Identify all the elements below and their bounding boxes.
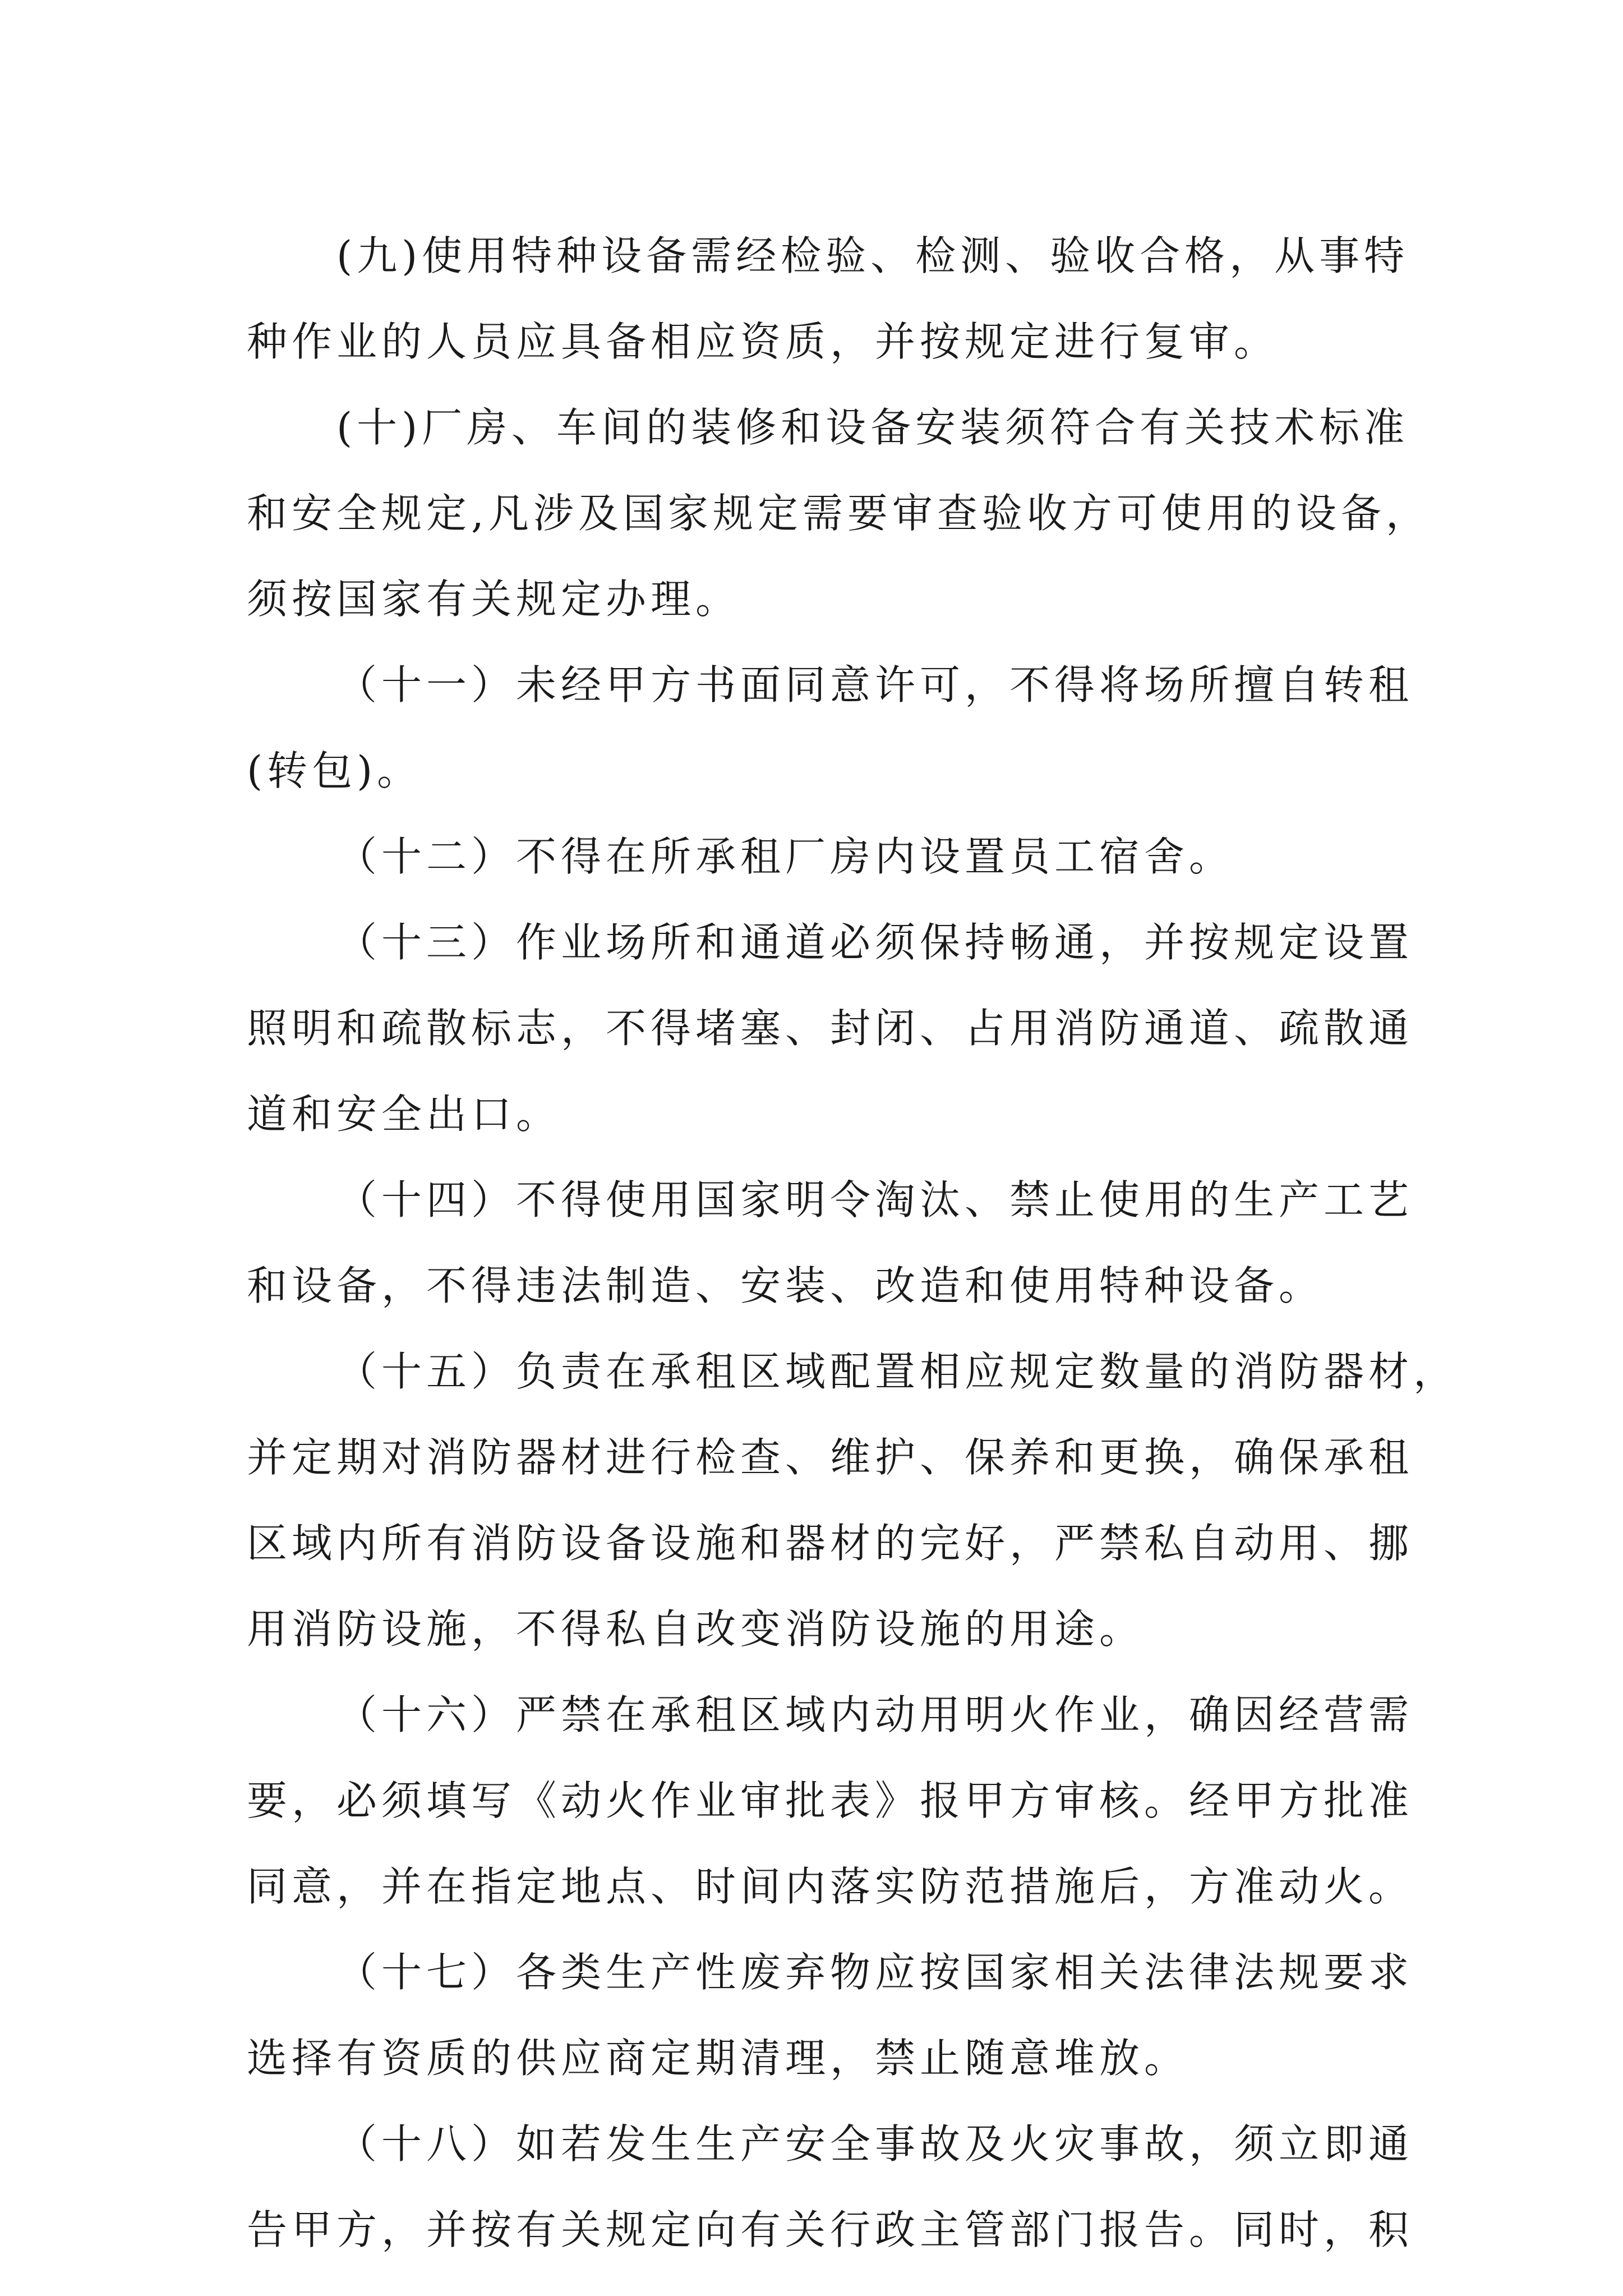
text-line: 并定期对消防器材进行检查、维护、保养和更换，确保承租 [247,1434,1414,1481]
text-line: (转包)。 [247,747,422,794]
text-line: (九)使用特种设备需经检验、检测、验收合格，从事特 [336,232,1409,279]
text-line: 要，必须填写《动火作业审批表》报甲方审核。经甲方批准 [247,1777,1414,1824]
text-line: 告甲方，并按有关规定向有关行政主管部门报告。同时，积 [247,2206,1414,2253]
text-line: 和安全规定,凡涉及国家规定需要审查验收方可使用的设备， [247,490,1431,537]
text-line: 选择有资质的供应商定期清理，禁止随意堆放。 [247,2035,1189,2082]
text-line: 用消防设施，不得私自改变消防设施的用途。 [247,1605,1145,1653]
text-line: 道和安全出口。 [247,1091,561,1138]
text-line: (十)厂房、车间的装修和设备安装须符合有关技术标准 [336,404,1409,451]
text-line: 和设备，不得违法制造、安装、改造和使用特种设备。 [247,1262,1324,1309]
text-line: （十五）负责在承租区域配置相应规定数量的消防器材， [336,1348,1459,1395]
text-line: （十四）不得使用国家明令淘汰、禁止使用的生产工艺 [336,1176,1414,1223]
text-line: 照明和疏散标志，不得堵塞、封闭、占用消防通道、疏散通 [247,1005,1414,1052]
text-line: 种作业的人员应具备相应资质，并按规定进行复审。 [247,318,1279,365]
text-line: 须按国家有关规定办理。 [247,576,741,623]
document-body [247,213,1459,2273]
text-line: （十三）作业场所和通道必须保持畅通，并按规定设置 [336,919,1414,966]
text-line: 同意，并在指定地点、时间内落实防范措施后，方准动火。 [247,1863,1414,1910]
text-line: （十一）未经甲方书面同意许可，不得将场所擅自转租 [336,661,1414,708]
text-line: （十二）不得在所承租厂房内设置员工宿舍。 [336,833,1234,880]
text-line: 区域内所有消防设备设施和器材的完好，严禁私自动用、挪 [247,1520,1414,1567]
text-line: （十七）各类生产性废弃物应按国家相关法律法规要求 [336,1949,1414,1996]
text-line: （十六）严禁在承租区域内动用明火作业，确因经营需 [336,1691,1414,1738]
text-line: （十八）如若发生生产安全事故及火灾事故，须立即通 [336,2120,1414,2168]
